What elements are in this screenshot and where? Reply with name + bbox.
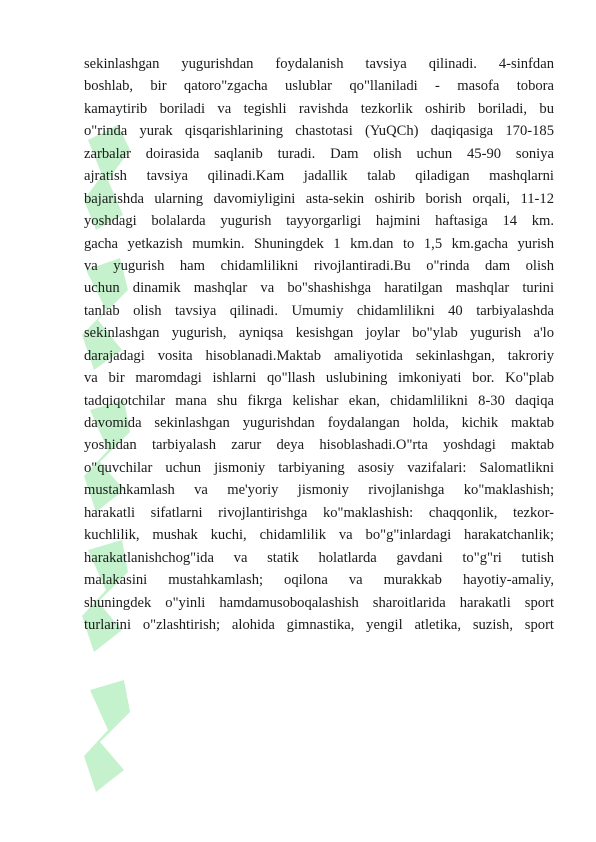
text-line: o"rinda yurak qisqarishlarining chastotasi (YuQCh) daqiqasiga 170-185 (84, 123, 554, 140)
text-line: zarbalar doirasida saqlanib turadi. Dam olish uchun 45-90 soniya (84, 145, 554, 162)
text-line: turlarini o"zlashtirish; alohida gimnastika, yengil atletika, suzish, sport (84, 616, 554, 633)
text-line: yoshidan tarbiyalash zarur deya hisoblashadi.O"rta yoshdagi maktab (84, 437, 554, 454)
text-line: shuningdek o"yinli hamdamusoboqalashish sharoitlarida harakatli sport (84, 594, 554, 611)
text-line: kamaytirib boriladi va tegishli ravishda tezkorlik oshirib boriladi, bu (84, 100, 554, 117)
text-line: tadqiqotchilar mana shu fikrga kelishar ekan, chidamlilikni 8-30 daqiqa (84, 392, 554, 409)
text-line: malakasini mustahkamlash; oqilona va murakkab hayotiy-amaliy, (84, 572, 554, 589)
text-line: harakatli sifatlarni rivojlantirishga ko"maklashish: chaqqonlik, tezkor- (84, 504, 554, 521)
text-line: va bir maromdagi ishlarni qo"llash uslubining imkoniyati bor. Ko"plab (84, 370, 554, 387)
text-line: boshlab, bir qatoro"zgacha uslublar qo"llaniladi - masofa tobora (84, 78, 554, 95)
text-line: gacha yetkazish mumkin. Shuningdek 1 km.dan to 1,5 km.gacha yurish (84, 235, 554, 252)
text-line: bajarishda ularning davomiyligini asta-sekin oshirib borish orqali, 11-12 (84, 190, 554, 207)
text-line: o"quvchilar uchun jismoniy tarbiyaning asosiy vazifalari: Salomatlikni (84, 459, 554, 476)
text-line: mustahkamlash va me'yoriy jismoniy rivojlanishga ko"maklashish; (84, 482, 554, 499)
text-line: harakatlanishchog"ida va statik holatlarda gavdani to"g"ri tutish (84, 549, 554, 566)
text-line: sekinlashgan yugurishdan foydalanish tavsiya qilinadi. 4-sinfdan (84, 56, 554, 72)
text-line: sekinlashgan yugurish, ayniqsa kesishgan joylar bo"ylab yugurish a'lo (84, 325, 554, 342)
text-line: kuchlilik, mushak kuchi, chidamlilik va bo"g"inlardagi harakatchanlik; (84, 527, 554, 544)
text-line: va yugurish ham chidamlilikni rivojlantiradi.Bu o"rinda dam olish (84, 257, 554, 274)
text-line: yoshdagi bolalarda yugurish tayyorgarligi hajmini haftasiga 14 km. (84, 213, 554, 230)
text-line: davomida sekinlashgan yugurishdan foydalangan holda, kichik maktab (84, 415, 554, 431)
text-line: darajadagi vosita hisoblanadi.Maktab amaliyotida sekinlashgan, takroriy (84, 347, 554, 364)
text-line: tanlab olish tavsiya qilinadi. Umumiy chidamlilikni 40 tarbiyalashda (84, 302, 554, 319)
text-line: uchun dinamik mashqlar va bo"shashishga haratilgan mashqlar turini (84, 280, 554, 297)
body-text (84, 53, 554, 636)
text-line: ajratish tavsiya qilinadi.Kam jadallik talab qiladigan mashqlarni (84, 168, 554, 185)
